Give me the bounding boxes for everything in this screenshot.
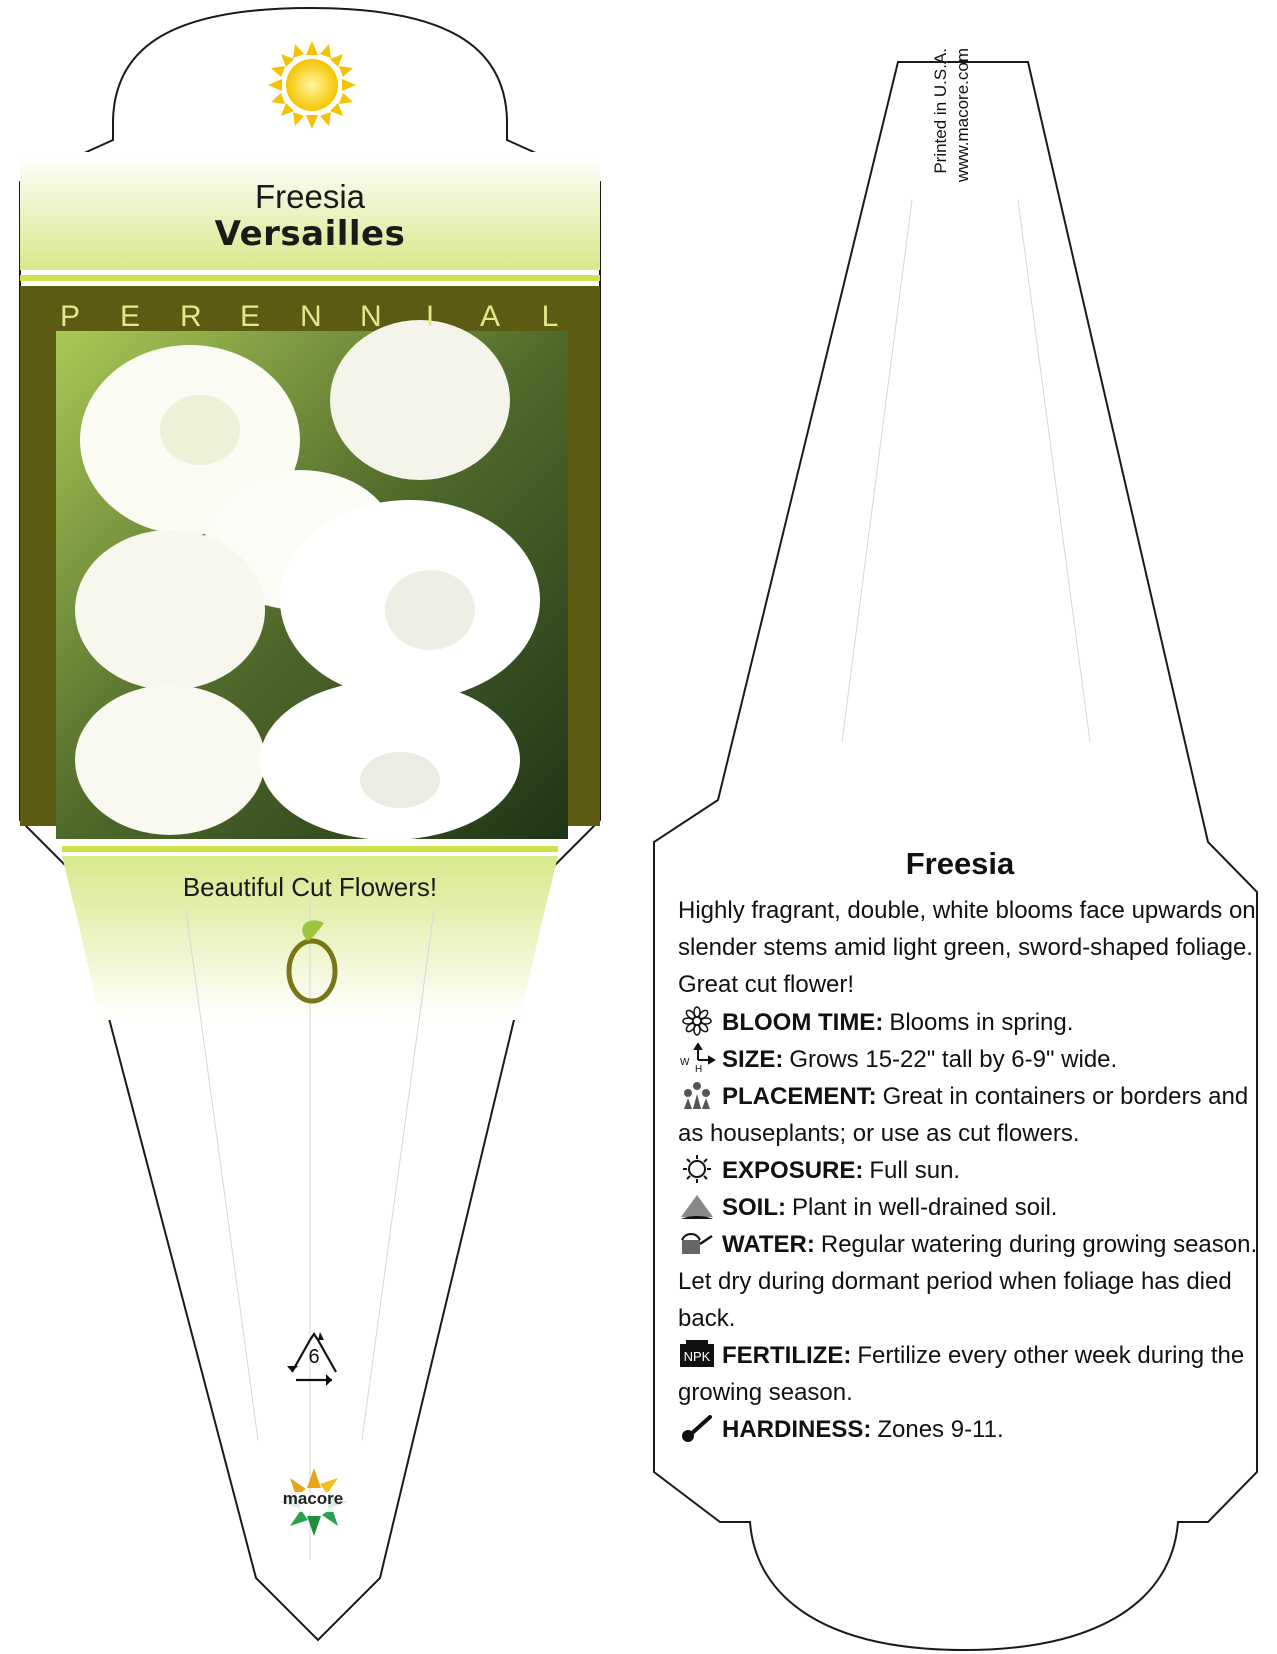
placement-flowers-icon — [678, 1080, 716, 1110]
category-letter: P — [60, 300, 81, 333]
care-text: Grows 15-22" tall by 6-9" wide. — [789, 1046, 1118, 1073]
npk-fertilizer-icon — [678, 1339, 716, 1369]
care-text: Great in containers or borders and as houseplants; or use as cut flowers. — [678, 1083, 1249, 1147]
care-text: Zones 9-11. — [877, 1416, 1004, 1443]
care-label: WATER: — [722, 1231, 815, 1258]
sun-outline-icon — [678, 1154, 716, 1184]
care-row-fertilize — [678, 1337, 1258, 1411]
care-text: Full sun. — [869, 1157, 961, 1184]
thermometer-icon — [678, 1413, 716, 1443]
printed-in: Printed in U.S.A. — [931, 48, 950, 174]
variety-name: Versailles — [214, 214, 406, 254]
category-letter: I — [425, 300, 435, 333]
care-text: Plant in well-drained soil. — [792, 1194, 1058, 1221]
care-label: FERTILIZE: — [722, 1342, 852, 1369]
care-row-hardiness — [678, 1411, 1258, 1448]
print-info — [930, 48, 974, 216]
care-text: Blooms in spring. — [889, 1009, 1074, 1036]
care-text: Fertilize every other week during the growing season. — [678, 1342, 1245, 1406]
care-label: SOIL: — [722, 1194, 786, 1221]
npk-text: NPK — [683, 1349, 711, 1364]
category-letter: E — [120, 300, 141, 333]
care-label: HARDINESS: — [722, 1416, 872, 1443]
care-row-size — [678, 1041, 1258, 1078]
care-row-water — [678, 1226, 1258, 1337]
care-label: EXPOSURE: — [722, 1157, 864, 1184]
brand-name: macore — [282, 1489, 344, 1508]
watering-can-icon — [678, 1228, 716, 1258]
care-row-placement — [678, 1078, 1258, 1152]
category-letter: R — [180, 300, 202, 333]
flower-photo — [56, 320, 568, 840]
height-letter: H — [695, 1064, 703, 1073]
care-row-soil — [678, 1189, 1258, 1226]
category-letter: N — [300, 300, 322, 333]
flower-icon — [678, 1006, 716, 1036]
recycle-number: 6 — [308, 1346, 320, 1368]
care-row-exposure — [678, 1152, 1258, 1189]
soil-pile-icon — [678, 1191, 716, 1221]
care-label: BLOOM TIME: — [722, 1009, 884, 1036]
common-name: Freesia — [254, 178, 366, 215]
footer-rule — [62, 846, 558, 852]
size-arrows-icon — [678, 1043, 716, 1073]
category-letter: E — [240, 300, 261, 333]
care-text: Regular watering during growing season. Let dry during dormant period when foliage has died back. — [678, 1231, 1258, 1332]
care-label: PLACEMENT: — [722, 1083, 877, 1110]
sun-icon — [268, 41, 356, 129]
category-label — [20, 300, 600, 334]
care-row-bloom-time — [678, 1004, 1258, 1041]
tagline: Beautiful Cut Flowers! — [182, 872, 438, 902]
website: www.macore.com — [953, 48, 972, 183]
back-title: Freesia — [905, 846, 1015, 881]
care-instructions — [678, 1004, 1258, 1448]
header-rule — [20, 275, 600, 281]
width-letter: W — [680, 1057, 690, 1068]
care-label: SIZE: — [722, 1046, 784, 1073]
category-letter: A — [480, 300, 501, 333]
category-letter: L — [541, 300, 559, 333]
category-letter: N — [360, 300, 382, 333]
plant-description: Highly fragrant, double, white blooms face upwards on slender stems amid light green, sword-shaped foliage. Great cut flower! — [678, 897, 1256, 998]
